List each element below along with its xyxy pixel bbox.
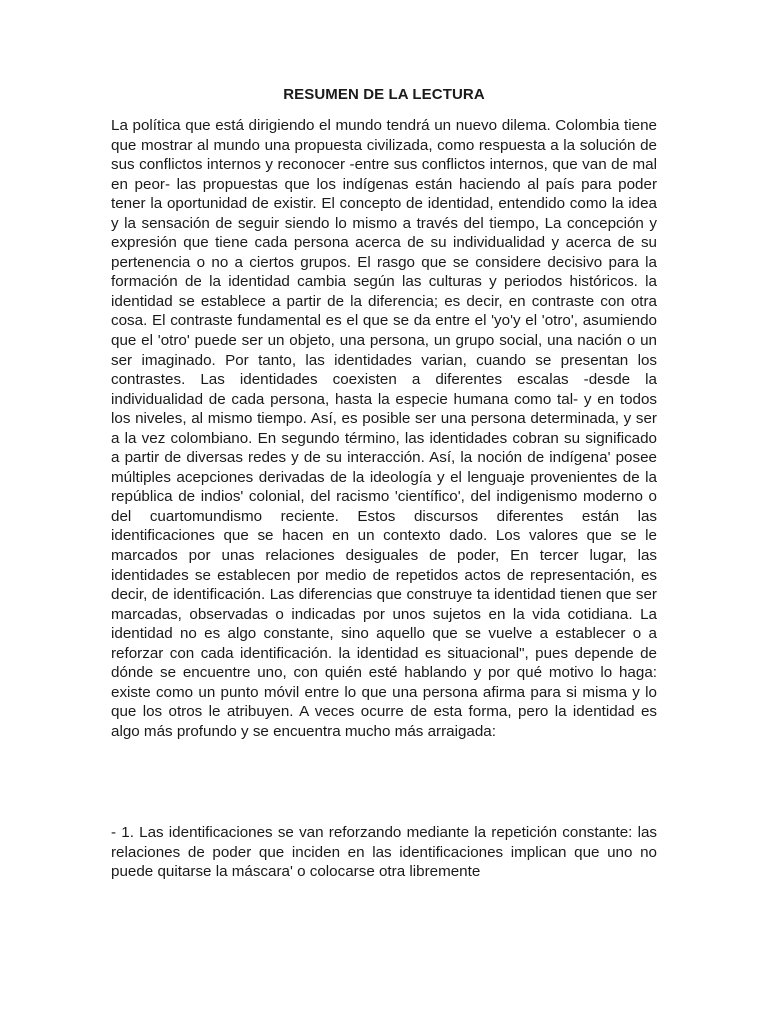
body-paragraph-2: - 1. Las identificaciones se van reforzando mediante la repetición constante: las relaciones de poder que inciden en las identificaciones implican que uno no puede quitarse la máscara' o colocarse otra libremente bbox=[111, 824, 657, 881]
document-title: RESUMEN DE LA LECTURA bbox=[283, 86, 485, 103]
body-paragraph-1: La política que está dirigiendo el mundo tendrá un nuevo dilema. Colombia tiene que mostrar al mundo una propuesta civilizada, como respuesta a la solución de sus conflictos internos y reconocer -entre sus conflictos internos, que van de mal en peor- las propuestas que los indígenas están haciendo al país para poder tener la oportunidad de existir. El concepto de identidad, entendido como la idea y la sensación de seguir siendo lo mismo a través del tiempo, La concepción y expresión que tiene cada persona acerca de su individualidad y acerca de su pertenencia o no a ciertos grupos. El rasgo que se considere decisivo para la formación de la identidad cambia según las culturas y periodos históricos. la identidad se establece a partir de la diferencia; es decir, en contraste con otra cosa. El contraste fundamental es el que se da entre el 'yo'y el 'otro', asumiendo que el 'otro' puede ser un objeto, una persona, un grupo social, una nación o un ser imaginado. Por tanto, las identidades varian, cuando se presentan los contrastes. Las identidades coexisten a diferentes escalas -desde la individualidad de cada persona, hasta la especie humana como tal- y en todos los niveles, al mismo tiempo. Así, es posible ser una persona determinada, y ser a la vez colombiano. En segundo término, las identidades cobran su significado a partir de diversas redes y de su interacción. Así, la noción de indígena' posee múltiples acepciones derivadas de la ideología y el lenguaje provenientes de la república de indios' colonial, del racismo 'científico', del indigenismo moderno o del cuartomundismo reciente. Estos discursos diferentes están las identificaciones que se hacen en un contexto dado. Los valores que se le marcados por unas relaciones desiguales de poder, En tercer lugar, las identidades se establecen por medio de repetidos actos de representación, es decir, de identificación. Las diferencias que construye ta identidad tienen que ser marcadas, observadas o indicadas por unos sujetos en la vida cotidiana. La identidad no es algo constante, sino aquello que se vuelve a establecer o a reforzar con cada identificación. la identidad es situacional", pues depende de dónde se encuentre uno, con quién esté hablando y por qué motivo lo haga: existe como un punto móvil entre lo que una persona afirma para si misma y lo que los otros le atribuyen. A veces ocurre de esta forma, pero la identidad es algo más profundo y se encuentra mucho más arraigada: bbox=[111, 117, 657, 740]
